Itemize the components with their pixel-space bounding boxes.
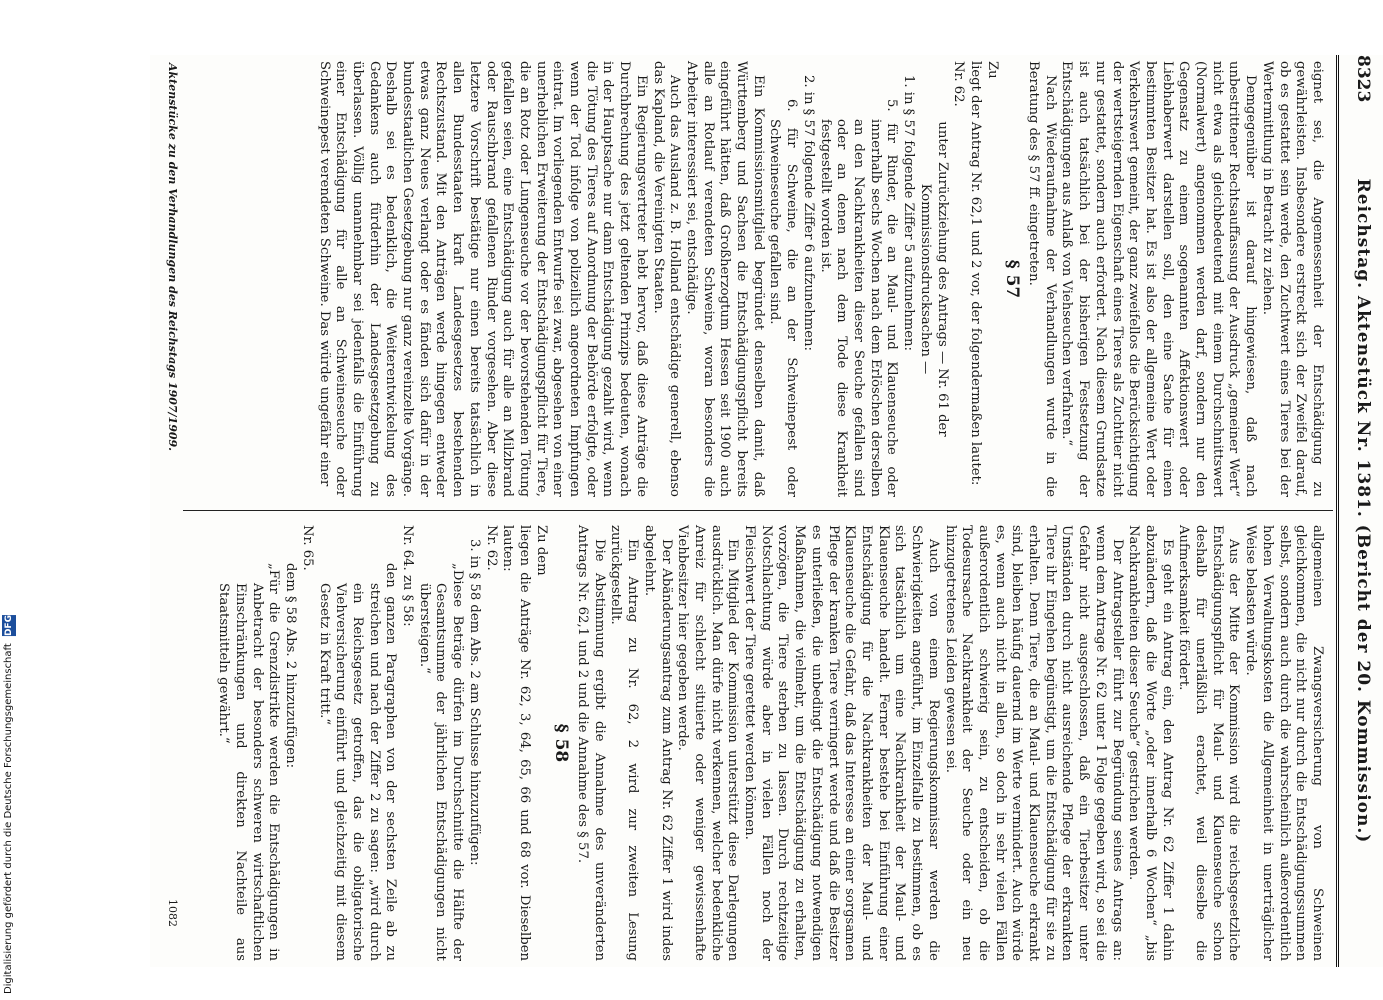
page-number: 8323 bbox=[1353, 55, 1373, 103]
paragraph: Nr. 64. zu § 58: bbox=[400, 525, 416, 627]
paragraph: liegen die Anträge Nr. 62, 3, 64, 65, 66 und 68 vor. Dieselben lauten: bbox=[500, 525, 532, 961]
section-heading: § 57 bbox=[1002, 259, 1023, 299]
scanned-page bbox=[150, 55, 1383, 967]
column-divider bbox=[183, 510, 1333, 511]
paragraph: Nr. 62. bbox=[951, 61, 967, 107]
paragraph: Nach Wiederaufnahme der Verhandlungen wurde in die Beratung des § 57 ff. eingetreten. bbox=[1026, 61, 1058, 497]
paragraph: 5. für Rinder, die an Maul- und Klauenseuche oder innerhalb sechs Wochen nach dem Erlöschen derselben an den Nachkrankheiten dieser Seuche gefallen sind oder an denen nach dem Tode diese Krankheit festgestellt worden ist. bbox=[817, 99, 900, 497]
paragraph: „Diese Beträge dürfen im Durchschnitte die Hälfte der Gesamtsumme der jährlichen Entschädigungen nicht übersteigen.“ bbox=[416, 563, 466, 961]
paragraph: Der Antragsteller führt zur Begründung seines Antrags an: wenn dem Antrage Nr. 62 unter 1 Folge gegeben wird, so sei die Gefahr nicht ausgeschlossen, daß ein Tierbesitzer unter Umständen durch nicht ausreichende Pflege der erkrankten Tiere ihr Eingehen begünstigt, um die Entschädigung für sie zu erhalten. Denn Tiere, die an Maul- und Klauenseuche erkrankt sind, bleiben häufig dauernd im Werte vermindert. Auch würde es, wenn auch nicht in allen, so doch in sehr vielen Fällen außerordentlich schwierig sein, zu entscheiden, ob die Todesursache Nachkrankheit der Seuche oder ein neu hinzugetretenes Leiden gewesen sei. bbox=[942, 525, 1125, 961]
paragraph: Nr. 62. bbox=[483, 525, 499, 571]
page-footer bbox=[155, 55, 185, 967]
paragraph: Ein Kommissionsmitglied begründet denselben damit, daß Württemberg und Sachsen die Entschädigungspflicht bereits eingeführt hätten, daß Großherzogtum Hessen seit 1900 auch alle an Rotlauf verendeten Schweine, woran besonders die Arbeiter interessiert sei, entschädige. bbox=[683, 61, 766, 497]
paragraph: Auch das Ausland z. B. Holland entschädige generell, ebenso das Kapland, die Vereinigten Staaten. bbox=[650, 61, 683, 497]
paragraph: Demgegenüber ist darauf hingewiesen, daß nach unbestrittener Rechtsauffassung der Ausdruck „gemeiner Wert“ nicht etwa als gleichbedeutend mit einem Durchschnittswert (Normalwert) angenommen werden darf, sondern nur den Gegensatz zu einem sogenannten Affektionswert oder Liebhaberwert darstellen soll, den eine Sache für einen bestimmten Besitzer hat. Es ist also der allgemeine Wert oder Verkehrswert gemeint, der ganz zweifellos die Berücksichtigung der wertsteigernden Eigenschaft eines Tieres als Zuchttier nicht nur gestattet, sondern auch erfordert. Nach diesem Grundsatze ist auch tatsächlich bei der bisherigen Festsetzung der Entschädigungen aus Anlaß von Viehseuchen verfahren.“ bbox=[1059, 61, 1259, 497]
paragraph: unter Zurückziehung des Antrags — Nr. 61 der Kommissionsdrucksachen — bbox=[917, 121, 950, 437]
digitization-credit bbox=[2, 615, 16, 994]
footer-sheet-number: 1082 bbox=[166, 899, 179, 927]
paragraph: „Für die Grenzdistrikte werden die Entschädigungen in Anbetracht der besonders schweren wirtschaftlichen Einschränkungen und direkten Nachteile aus Staatsmitteln gewährt.“ bbox=[216, 563, 282, 961]
paragraph: Ein Regierungsvertreter hebt hervor, daß diese Anträge die Durchbrechung des jetzt geltenden Prinzips bedeuten, wonach in der Hauptsache nur dann Entschädigung gezahlt wird, wenn die Tötung des Tieres auf Anordnung der Behörde erfolgte, oder wenn der Tod infolge von polizeilich angeordneten Impfungen eintrat. Im vorliegenden Entwurfe sei zwar, abgesehen von einer unerheblichen Erweiterung der Entschädigungspflicht für Tiere, die an Rotz oder Lungenseuche vor der bevorstehenden Tötung gefallen seien, eine Entschädigung auch für alle an Milzbrand oder Rauschbrand gefallenen Rinder vorgesehen. Aber diese letztere Vorschrift bestätige nur einen bereits tatsächlich in allen Bundesstaaten kraft Landesgesetzes bestehenden Rechtszustand. Mit den Anträgen werde hingegen entweder etwas ganz Neues verlangt oder es fänden sich dafür in der bundesstaatlichen Gesetzgebung nur ganz vereinzelte Vorgänge. Deshalb sei es bedenklich, die Weiterentwickelung des Gedankens auch fürderhin der Landesgesetzgebung zu überlassen. Völlig unannehmbar sei jedenfalls die Einführung einer Entschädigung für alle an Schweineseuche oder Schweinepest verendeten Schweine. Das würde ungefähr einer bbox=[316, 61, 649, 497]
dfg-logo: DFG bbox=[4, 614, 14, 636]
page-header bbox=[1336, 55, 1383, 967]
paragraph: 1. in § 57 folgende Ziffer 5 aufzunehmen: bbox=[901, 75, 917, 351]
paragraph: Die Abstimmung ergibt die Annahme des unveränderten Antrags Nr. 62,1 und 2 und die Annahme des § 57. bbox=[575, 525, 607, 961]
left-column bbox=[205, 61, 1325, 497]
paragraph: dem § 58 Abs. 2 hinzuzufügen: bbox=[283, 563, 299, 769]
paragraph: Zu bbox=[984, 61, 1000, 79]
right-column bbox=[205, 525, 1325, 961]
paragraph: 6. für Schweine, die an der Schweinepest oder Schweineseuche gefallen sind. bbox=[767, 99, 800, 497]
paragraph: eignet sei, die Angemessenheit der Entschädigung zu gewährleisten. Insbesondere erstreckt sich der Zweifel darauf, ob es gestattet sein werde, den Zuchtwert eines Tieres bei der Wertermittlung in Betracht zu ziehen. bbox=[1259, 61, 1325, 497]
digitization-credit-sidebar bbox=[0, 0, 16, 1000]
paragraph: Aus der Mitte der Kommission wird die reichsgesetzliche Entschädigungspflicht für Maul- und Klauenseuche schon deshalb für unerläßlich erachtet, weil dieselbe die Aufmerksamkeit fördert. bbox=[1176, 525, 1242, 961]
paragraph: 2. in § 57 folgende Ziffer 6 aufzunehmen: bbox=[800, 75, 816, 351]
paragraph: allgemeinen Zwangsversicherung von Schweinen gleichkommen, die nicht nur durch die Entschädigungssummen selbst, sondern auch durch die wahrscheinlich außerordentlich hohen Verwaltungskosten die Allgemeinheit in unerträglicher Weise belasten würde. bbox=[1243, 525, 1325, 961]
paragraph: Der Abänderungsantrag zum Antrag Nr. 62 Ziffer 1 wird indes abgelehnt. bbox=[641, 525, 674, 961]
paragraph: liegt der Antrag Nr. 62,1 und 2 vor, der folgendermaßen lautet: bbox=[967, 61, 983, 486]
paragraph: Es geht ein Antrag ein, den Antrag Nr. 62 Ziffer 1 dahin abzuändern, daß die Worte „oder innerhalb 6 Wochen“ „bis Nachkrankheiten dieser Seuche“ gestrichen werden. bbox=[1126, 525, 1175, 961]
paragraph: Nr. 65. bbox=[299, 525, 315, 571]
credit-text: Digitalisierung gefördert durch die Deutsche Forschungsgemeinschaft bbox=[3, 643, 14, 994]
paragraph: Ein Mitglied der Kommission unterstützt diese Darlegungen ausdrücklich. Man dürfe nicht verkennen, welcher bedenkliche Anreiz für schlecht situierte oder weniger gewissenhafte Viehbesitzer hier gegeben werde. bbox=[675, 525, 741, 961]
footer-source: Aktenstücke zu den Verhandlungen des Reichstags 1907/1909. bbox=[166, 63, 179, 451]
paragraph: Auch von einem Regierungskommissar werden die Schwierigkeiten angeführt, im Einzelfalle zu bestimmen, ob es sich tatsächlich um eine Nachkrankheit der Maul- und Klauenseuche handelt. Ferner bestehe bei Einführung einer Entschädigung für die Nachkrankheiten der Maul- und Klauenseuche die Gefahr, daß das Interesse an einer sorgsamen Pflege der kranken Tiere verringert werde und daß die Besitzer es unterließen, die unbedingt die Entschädigung notwendigen Maßnahmen, die vielmehr, um die Entschädigung zu erhalten, vorzögen, die Tiere sterben zu lassen. Durch rechtzeitige Notschlachtung würde aber in vielen Fällen noch der Fleischwert der Tiere gerettet werden können. bbox=[742, 525, 941, 961]
section-heading: § 58 bbox=[551, 723, 572, 763]
paragraph: 3. in § 58 dem Abs. 2 am Schlusse hinzuzufügen: bbox=[466, 539, 482, 866]
paragraph: den ganzen Paragraphen von der sechsten Zeile ab zu streichen und nach der Ziffer 2 zu sagen: „wird durch ein Reichsgesetz getroffen, das die obligatorische Viehversicherung einführt und gleichzeitig mit diesem Gesetz in Kraft tritt.“ bbox=[316, 563, 399, 961]
paragraph: Ein Antrag zu Nr. 62, 2 wird zur zweiten Lesung zurückgestellt. bbox=[608, 525, 641, 961]
paragraph: Zu dem bbox=[533, 525, 549, 576]
page-title: Reichstag. Aktenstück Nr. 1381. (Bericht der 20. Kommission.) bbox=[1353, 178, 1373, 844]
